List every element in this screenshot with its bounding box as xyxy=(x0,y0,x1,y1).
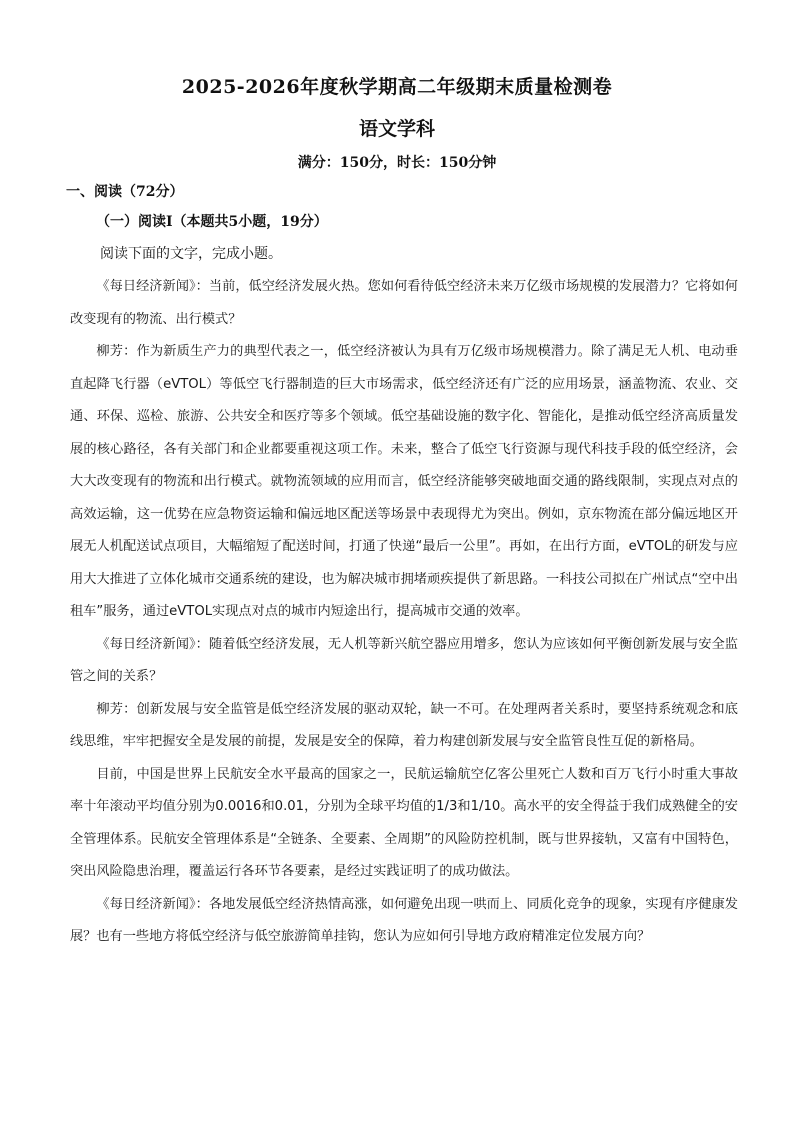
paragraph: 《每日经济新闻》：随着低空经济发展，无人机等新兴航空器应用增多，您认为应该如何平衡创新发展与安全监管之间的关系？ xyxy=(70,636,738,684)
exam-title: 2025-2026年度秋学期高二年级期末质量检测卷 xyxy=(181,76,613,98)
reading-instruction: 阅读下面的文字，完成小题。 xyxy=(100,246,282,262)
paragraph: 《每日经济新闻》：各地发展低空经济热情高涨，如何避免出现一哄而上、同质化竞争的现象，实现有序健康发展？也有一些地方将低空经济与低空旅游简单挂钩，您认为应如何引导地方政府精准定位发展方向？ xyxy=(70,896,738,944)
paragraph: 《每日经济新闻》：当前，低空经济发展火热。您如何看待低空经济未来万亿级市场规模的发展潜力？它将如何改变现有的物流、出行模式？ xyxy=(70,279,738,327)
exam-meta: 满分：150分，时长：150分钟 xyxy=(297,155,497,171)
passage-body xyxy=(70,271,738,954)
section-heading: 一、阅读（72分） xyxy=(66,184,184,200)
subsection-heading: （一）阅读Ⅰ（本题共5小题，19分） xyxy=(96,214,328,230)
paragraph: 柳芳：创新发展与安全监管是低空经济发展的驱动双轮，缺一不可。在处理两者关系时，要坚持系统观念和底线思维，牢牢把握安全是发展的前提，发展是安全的保障，着力构建创新发展与安全监管良性互促的新格局。 xyxy=(70,701,738,749)
subject-title: 语文学科 xyxy=(358,118,435,140)
paragraph: 目前，中国是世界上民航安全水平最高的国家之一，民航运输航空亿客公里死亡人数和百万飞行小时重大事故率十年滚动平均值分别为0.0016和0.01，分别为全球平均值的1/3和1/10。高水平的安全得益于我们成熟健全的安全管理体系。民航安全管理体系是“全链条、全要素、全周期”的风险防控机制，既与世界接轨，又富有中国特色，突出风险隐患治理，覆盖运行各环节各要素，是经过实践证明了的成功做法。 xyxy=(70,766,738,879)
paragraph: 柳芳：作为新质生产力的典型代表之一，低空经济被认为具有万亿级市场规模潜力。除了满足无人机、电动垂直起降飞行器（eVTOL）等低空飞行器制造的巨大市场需求，低空经济还有广泛的应用场景，涵盖物流、农业、交通、环保、巡检、旅游、公共安全和医疗等多个领域。低空基础设施的数字化、智能化，是推动低空经济高质量发展的核心路径，各有关部门和企业都要重视这项工作。未来，整合了低空飞行资源与现代科技手段的低空经济，会大大改变现有的物流和出行模式。就物流领域的应用而言，低空经济能够突破地面交通的路线限制，实现点对点的高效运输，这一优势在应急物资运输和偏远地区配送等场景中表现得尤为突出。例如，京东物流在部分偏远地区开展无人机配送试点项目，大幅缩短了配送时间，打通了快递“最后一公里”。再如，在出行方面，eVTOL的研发与应用大大推进了立体化城市交通系统的建设，也为解决城市拥堵顽疾提供了新思路。一科技公司拟在广州试点“空中出租车”服务，通过eVTOL实现点对点的城市内短途出行，提高城市交通的效率。 xyxy=(70,344,738,619)
